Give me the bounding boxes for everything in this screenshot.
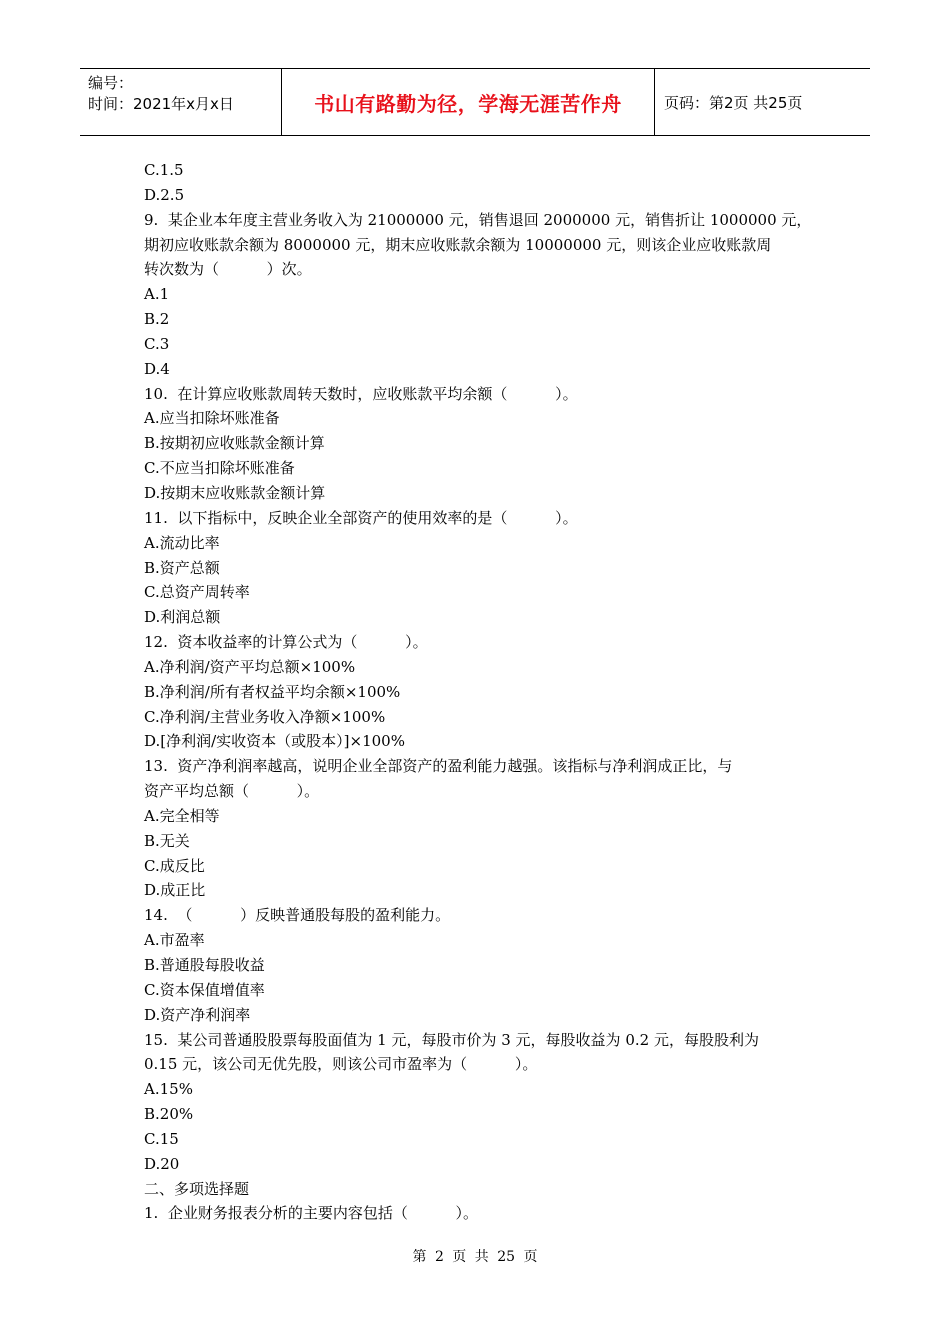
document-number-label: 编号： — [88, 74, 134, 92]
text-line: 13. 资产净利润率越高，说明企业全部资产的盈利能力越强。该指标与净利润成正比，与 — [144, 757, 733, 776]
text-line: C.3 — [144, 334, 170, 353]
text-line: A.完全相等 — [144, 806, 220, 825]
text-line: 15. 某公司普通股股票每股面值为 1 元，每股市价为 3 元，每股收益为 0.2 元，每股股利为 — [144, 1030, 759, 1049]
text-line: 资产平均总额（ ）。 — [144, 782, 320, 801]
text-line: D.[净利润/实收资本（或股本）]×100% — [144, 732, 405, 751]
text-line: B.20% — [144, 1105, 194, 1124]
page-header — [80, 68, 870, 136]
text-line: A.净利润/资产平均总额×100% — [144, 657, 356, 676]
header-page-info: 页码：第2页 共25页 — [664, 93, 803, 112]
text-line: B.净利润/所有者权益平均余额×100% — [144, 682, 401, 701]
header-divider-right — [654, 69, 655, 135]
text-line: 1. 企业财务报表分析的主要内容包括（ ）。 — [144, 1204, 479, 1223]
text-line: D.20 — [144, 1154, 180, 1173]
text-line: C.15 — [144, 1129, 179, 1148]
text-line: B.无关 — [144, 831, 190, 850]
page-footer: 第 2 页 共 25 页 — [412, 1249, 538, 1265]
text-line: 12. 资本收益率的计算公式为（ ）。 — [144, 633, 428, 652]
text-line: 10. 在计算应收账款周转天数时，应收账款平均余额（ ）。 — [144, 384, 578, 403]
text-line: A.流动比率 — [144, 533, 220, 552]
text-line: A.1 — [144, 285, 170, 304]
text-line: A.应当扣除坏账准备 — [144, 409, 280, 428]
text-line: D.利润总额 — [144, 608, 221, 627]
text-line: 转次数为（ ）次。 — [144, 260, 312, 279]
text-line: B.资产总额 — [144, 558, 220, 577]
text-line: 9. 某企业本年度主营业务收入为 21000000 元，销售退回 2000000 元，销售折让 1000000 元， — [144, 210, 812, 229]
text-line: D.2.5 — [144, 185, 185, 204]
document-date: 时间：2021年x月x日 — [88, 95, 234, 113]
text-line: 二、多项选择题 — [144, 1179, 250, 1198]
text-line: C.成反比 — [144, 856, 205, 875]
text-line: D.4 — [144, 359, 170, 378]
text-line: B.按期初应收账款金额计算 — [144, 434, 325, 453]
document-body — [144, 158, 824, 1226]
text-line: 0.15 元，该公司无优先股，则该公司市盈率为（ ）。 — [144, 1055, 538, 1074]
text-line: 14. （ ）反映普通股每股的盈利能力。 — [144, 906, 451, 925]
text-line: B.普通股每股收益 — [144, 956, 265, 974]
text-line: C.资本保值增值率 — [144, 980, 265, 999]
text-line: C.不应当扣除坏账准备 — [144, 459, 295, 478]
text-line: D.资产净利润率 — [144, 1005, 251, 1024]
text-line: C.净利润/主营业务收入净额×100% — [144, 707, 386, 726]
text-line: C.1.5 — [144, 161, 184, 179]
text-line: C.总资产周转率 — [144, 583, 250, 602]
text-line: D.按期末应收账款金额计算 — [144, 483, 326, 502]
text-line: A.15% — [144, 1080, 193, 1099]
text-line: 11. 以下指标中，反映企业全部资产的使用效率的是（ ）。 — [144, 508, 578, 527]
text-line: B.2 — [144, 310, 170, 329]
header-meta — [88, 73, 280, 115]
text-line: A.市盈率 — [144, 931, 205, 950]
text-line: D.成正比 — [144, 881, 206, 900]
header-motto: 书山有路勤为径，学海无涯苦作舟 — [314, 91, 622, 116]
text-line: 期初应收账款余额为 8000000 元，期末应收账款余额为 10000000 元，则该企业应收账款周 — [144, 235, 772, 254]
